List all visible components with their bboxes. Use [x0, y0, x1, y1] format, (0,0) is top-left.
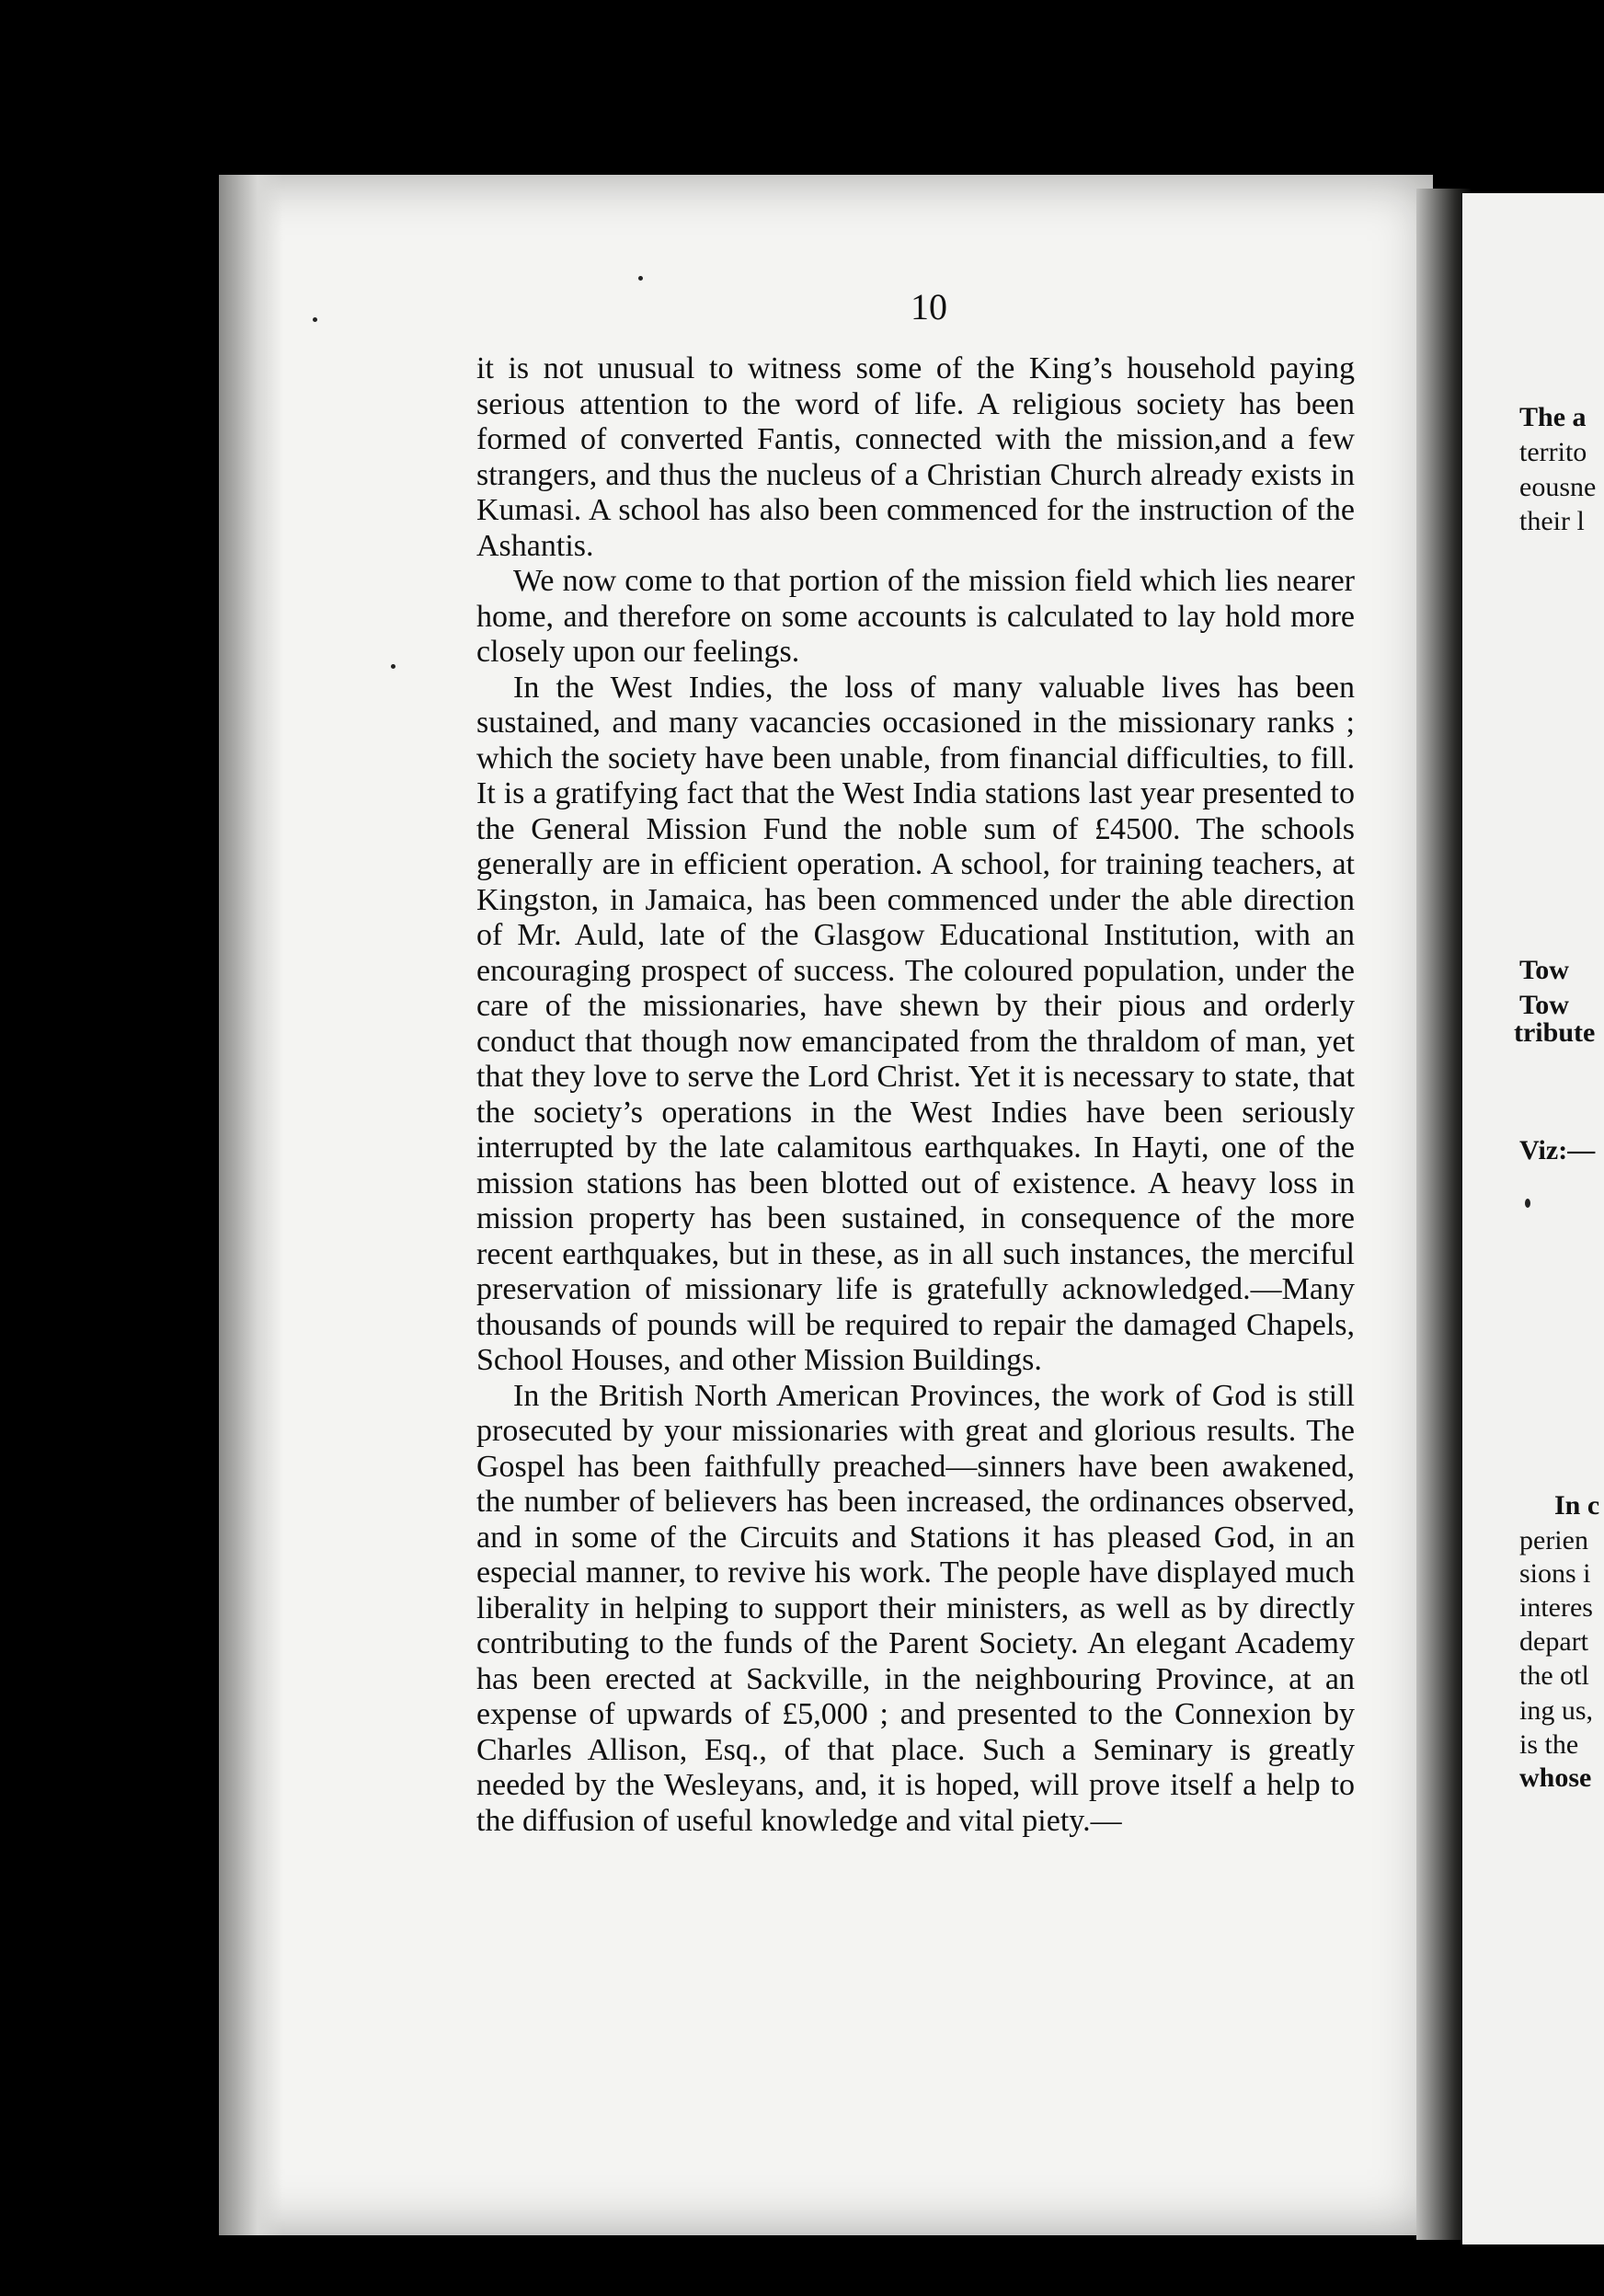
scan-speck	[313, 317, 317, 322]
facing-fragment: ing us,	[1519, 1695, 1594, 1726]
paragraph-2: We now come to that portion of the mission field which lies nearer home, and therefore on some accounts is calculated to lay hold more closely upon our feelings.	[476, 564, 1355, 669]
page-number: 10	[911, 286, 947, 327]
facing-fragment: the otl	[1519, 1660, 1589, 1691]
facing-fragment: territo	[1519, 437, 1587, 467]
facing-fragment: Tow	[1519, 955, 1569, 985]
scan-speck	[638, 276, 643, 281]
paragraph-3: In the West Indies, the loss of many valuable lives has been sustained, and many vacancies occasioned in the missionary ranks ; which the society have been unable, from financial difficulties, to fill. It is a gratifying fact that the West India stations last year presented to the General Mission Fund the noble sum of £4500. The schools generally are in efficient operation. A school, for training teachers, at Kingston, in Jamaica, has been commenced under the able direction of Mr. Auld, late of the Glasgow Educational Institution, with an encouraging prospect of success. The coloured population, under the care of the missionaries, have shewn by their pious and orderly conduct that though now emancipated from the thraldom of man, yet that they love to serve the Lord Christ. Yet it is necessary to state, that the society’s operations in the West Indies have been seriously interrupted by the late calamitous earthquakes. In Hayti, one of the mission stations has been blotted out of existence. A heavy loss in mission property has been sustained, in consequence of the more recent earthquakes, but in these, as in all such instances, the merciful preservation of missionary life is gratefully acknowledged.—Many thousands of pounds will be required to repair the damaged Chapels, School Houses, and other Mission Buildings.	[476, 670, 1355, 1377]
paragraph-4: In the British North American Provinces, the work of God is still prosecuted by your missionaries with great and glorious results. The Gospel has been faithfully preached—sinners have been awakened, the number of believers has been increased, the ordinances observed, and in some of the Circuits and Stations it has pleased God, in an especial manner, to revive his work. The people have displayed much liberality in helping to support their ministers, as well as by directly contributing to the funds of the Parent Society. An elegant Academy has been erected at Sackville, in the neighbouring Province, at an expense of upwards of £5,000 ; and presented to the Connexion by Charles Allison, Esq., of that place. Such a Seminary is greatly needed by the Wesleyans, and, it is hoped, will prove itself a help to the diffusion of useful knowledge and vital piety.—	[476, 1378, 1355, 1838]
facing-fragment: their l	[1519, 506, 1585, 536]
facing-fragment: is the	[1519, 1729, 1579, 1760]
facing-fragment: whose	[1519, 1762, 1592, 1793]
facing-fragment: In c	[1554, 1490, 1600, 1521]
scan-speck	[391, 664, 395, 669]
body-text	[476, 351, 1355, 1839]
facing-fragment: depart	[1519, 1626, 1588, 1657]
scan-speck	[1525, 1199, 1530, 1208]
facing-fragment: eousne	[1519, 472, 1597, 502]
paragraph-1: it is not unusual to witness some of the King’s household paying serious attention to the word of life. A religious society has been formed of converted Fantis, connected with the mission,and a few strangers, and thus the nucleus of a Christian Church already exists in Kumasi. A school has also been commenced for the instruction of the Ashantis.	[476, 351, 1355, 563]
left-page-edge	[219, 175, 283, 2235]
facing-fragment: The a	[1519, 402, 1587, 432]
facing-fragment: perien	[1519, 1525, 1588, 1556]
facing-fragment: interes	[1519, 1592, 1593, 1623]
facing-fragment: Tow	[1519, 990, 1569, 1020]
facing-fragment: tribute	[1514, 1017, 1596, 1048]
facing-fragment: sions i	[1519, 1558, 1591, 1589]
facing-fragment: Viz:—	[1519, 1135, 1596, 1165]
